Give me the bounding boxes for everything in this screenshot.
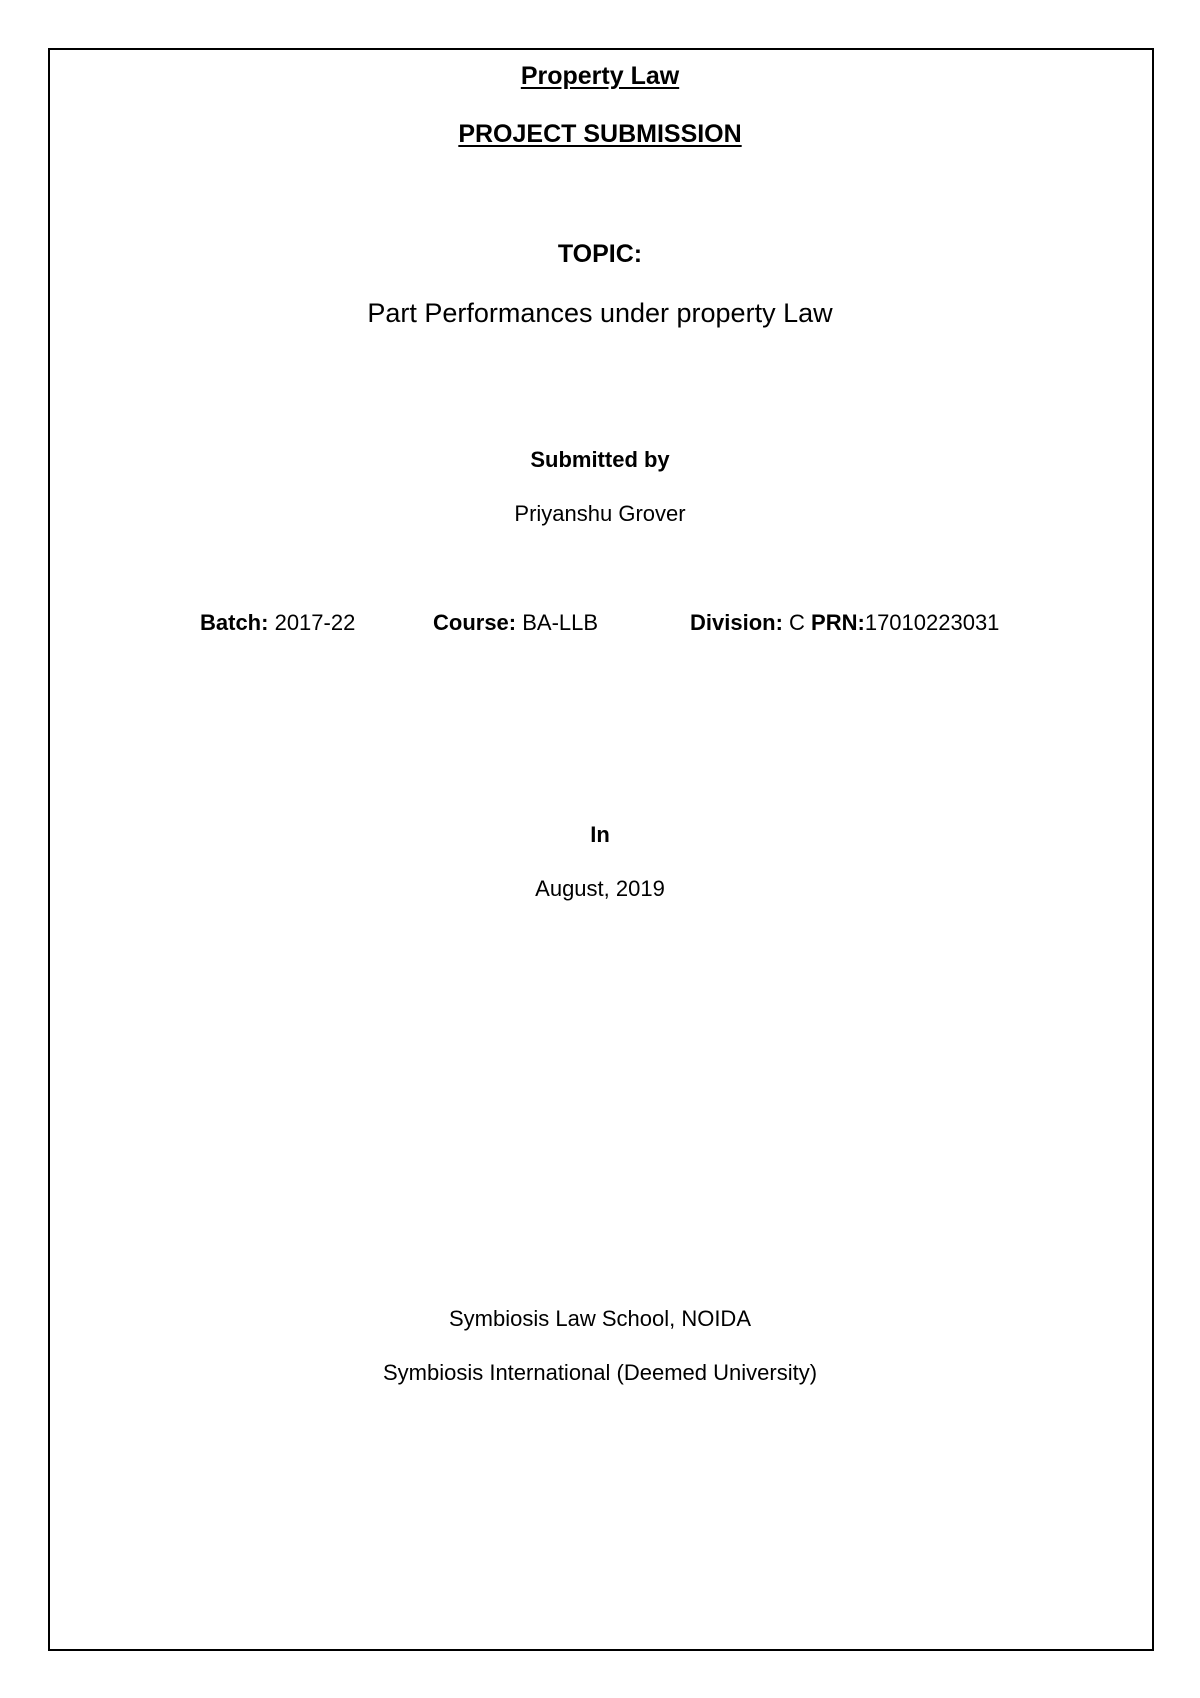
topic-text: Part Performances under property Law — [367, 298, 833, 328]
course-label: Course: — [433, 610, 517, 635]
subject-title-text: Property Law — [520, 62, 680, 90]
batch-info — [200, 610, 355, 636]
division-prn-info — [690, 610, 999, 636]
course-value: BA-LLB — [522, 610, 599, 635]
submission-date: August, 2019 — [535, 876, 665, 901]
prn-value: 17010223031 — [864, 610, 1000, 635]
topic-label: TOPIC: — [557, 240, 643, 268]
division-value: C — [789, 610, 805, 635]
student-details — [0, 610, 1200, 714]
project-heading — [0, 120, 1200, 149]
project-heading-text: PROJECT SUBMISSION — [458, 120, 742, 148]
author-name: Priyanshu Grover — [514, 501, 686, 526]
page-border — [48, 48, 1154, 1651]
batch-value: 2017-22 — [274, 610, 356, 635]
in-label: In — [590, 822, 610, 847]
batch-label: Batch: — [200, 610, 269, 635]
division-label: Division: — [690, 610, 783, 635]
school-name: Symbiosis Law School, NOIDA — [449, 1306, 751, 1331]
university-name: Symbiosis International (Deemed University) — [382, 1360, 818, 1385]
submitted-by-label: Submitted by — [530, 447, 670, 472]
course-info — [433, 610, 598, 636]
subject-title — [0, 62, 1200, 91]
prn-label: PRN: — [811, 610, 865, 635]
